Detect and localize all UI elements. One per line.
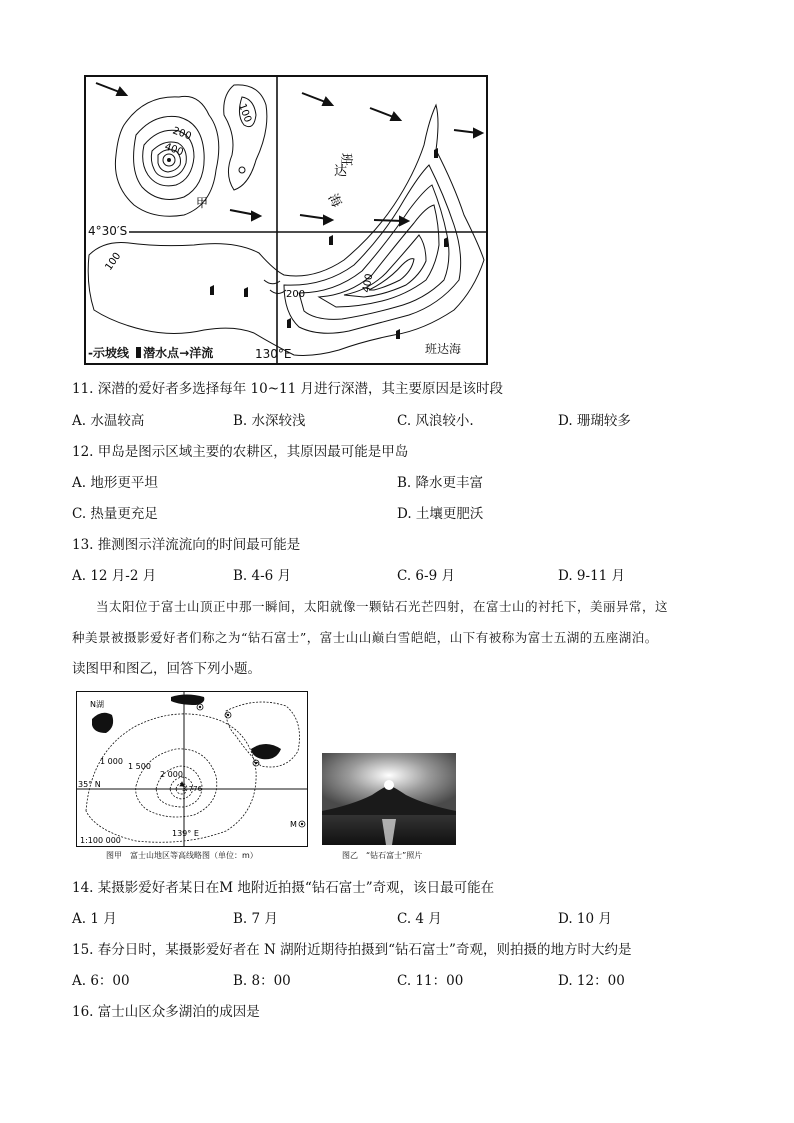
contour-label: 400 [361, 272, 376, 294]
contour-label: 1 500 [128, 762, 151, 771]
passage-line-2: 种美景被摄影爱好者们称之为“钻石富士”，富士山山巅白雪皑皑，山下有被称为富士五湖的五座湖泊。 [72, 630, 658, 645]
q11-option-a[interactable]: A. 水温较高 [72, 413, 145, 429]
dive-point-icon [136, 347, 141, 358]
q15-option-c[interactable]: C. 11：00 [397, 973, 464, 989]
legend-slope: -示坡线 [88, 346, 129, 360]
lat-label: 4°30′S [88, 224, 128, 238]
photo-caption: 图乙 “钻石富士”照片 [342, 851, 423, 860]
q12-option-a[interactable]: A. 地形更平坦 [72, 475, 158, 491]
lake-label: N湖 [90, 700, 104, 709]
q14-option-b[interactable]: B. 7 月 [233, 911, 278, 927]
peak-label: 3 776 [182, 785, 203, 793]
scale-label: 1:100 000 [80, 836, 121, 845]
contour-label: 100 [236, 102, 254, 124]
q15-option-d[interactable]: D. 12：00 [558, 973, 625, 989]
q14-stem: 14. 某摄影爱好者某日在M 地附近拍摄“钻石富士”奇观，该日最可能在 [72, 880, 495, 896]
point-m-label: M [290, 820, 297, 829]
diamond-fuji-photo [322, 753, 456, 845]
q13-option-b[interactable]: B. 4-6 月 [233, 568, 292, 584]
lon-label: 130°E [255, 347, 292, 361]
q13-option-d[interactable]: D. 9-11 月 [558, 568, 626, 584]
q14-option-c[interactable]: C. 4 月 [397, 911, 442, 927]
sea-label: 班 [338, 153, 353, 167]
q16-stem: 16. 富士山区众多湖泊的成因是 [72, 1004, 260, 1020]
legend-dive: 潜水点 [143, 346, 180, 360]
island-label: 甲 [196, 196, 209, 210]
fuji-contour-map [76, 691, 308, 847]
q15-option-a[interactable]: A. 6：00 [72, 973, 130, 989]
passage-line-3: 读图甲和图乙，回答下列小题。 [72, 661, 261, 677]
contour-label: 200 [170, 125, 193, 143]
passage-line-1: 当太阳位于富士山顶正中那一瞬间，太阳就像一颗钻石光芒四射，在富士山的衬托下，美丽异常，这 [96, 599, 669, 614]
contour-label: 200 [286, 289, 306, 300]
q14-option-a[interactable]: A. 1 月 [72, 911, 117, 927]
q15-stem: 15. 春分日时，某摄影爱好者在 N 湖附近期待拍摄到“钻石富士”奇观，则拍摄的地方时大约是 [72, 942, 632, 958]
sea-label: 海 [324, 191, 345, 211]
q11-option-d[interactable]: D. 珊瑚较多 [558, 413, 631, 429]
banda-sea-map [84, 75, 488, 365]
q15-option-b[interactable]: B. 8：00 [233, 973, 291, 989]
q13-option-c[interactable]: C. 6-9 月 [397, 568, 455, 584]
contour-label: 100 [103, 250, 124, 273]
contour-label: 400 [162, 141, 185, 159]
q12-stem: 12. 甲岛是图示区域主要的农耕区，其原因最可能是甲岛 [72, 444, 409, 460]
q13-option-a[interactable]: A. 12 月-2 月 [72, 568, 157, 584]
sea-label: 达 [334, 164, 348, 179]
contour-label: 2 000 [160, 770, 183, 779]
legend-current: →洋流 [179, 346, 214, 360]
q13-stem: 13. 推测图示洋流流向的时间最可能是 [72, 537, 301, 553]
q12-option-d[interactable]: D. 土壤更肥沃 [397, 506, 484, 522]
sea-label-corner: 班达海 [425, 342, 462, 356]
contour-label: 1 000 [100, 757, 123, 766]
map1-legend [88, 344, 213, 361]
lon-label: 139° E [172, 829, 199, 838]
q11-option-c[interactable]: C. 风浪较小. [397, 413, 474, 429]
q12-option-c[interactable]: C. 热量更充足 [72, 506, 158, 522]
lat-label: 35° N [78, 780, 101, 789]
q11-option-b[interactable]: B. 水深较浅 [233, 413, 306, 429]
q14-option-d[interactable]: D. 10 月 [558, 911, 612, 927]
q11-stem: 11. 深潜的爱好者多选择每年 10~11 月进行深潜，其主要原因是该时段 [72, 381, 504, 397]
q12-option-b[interactable]: B. 降水更丰富 [397, 475, 484, 491]
map2-caption: 图甲 富士山地区等高线略图（单位：m） [106, 851, 258, 860]
